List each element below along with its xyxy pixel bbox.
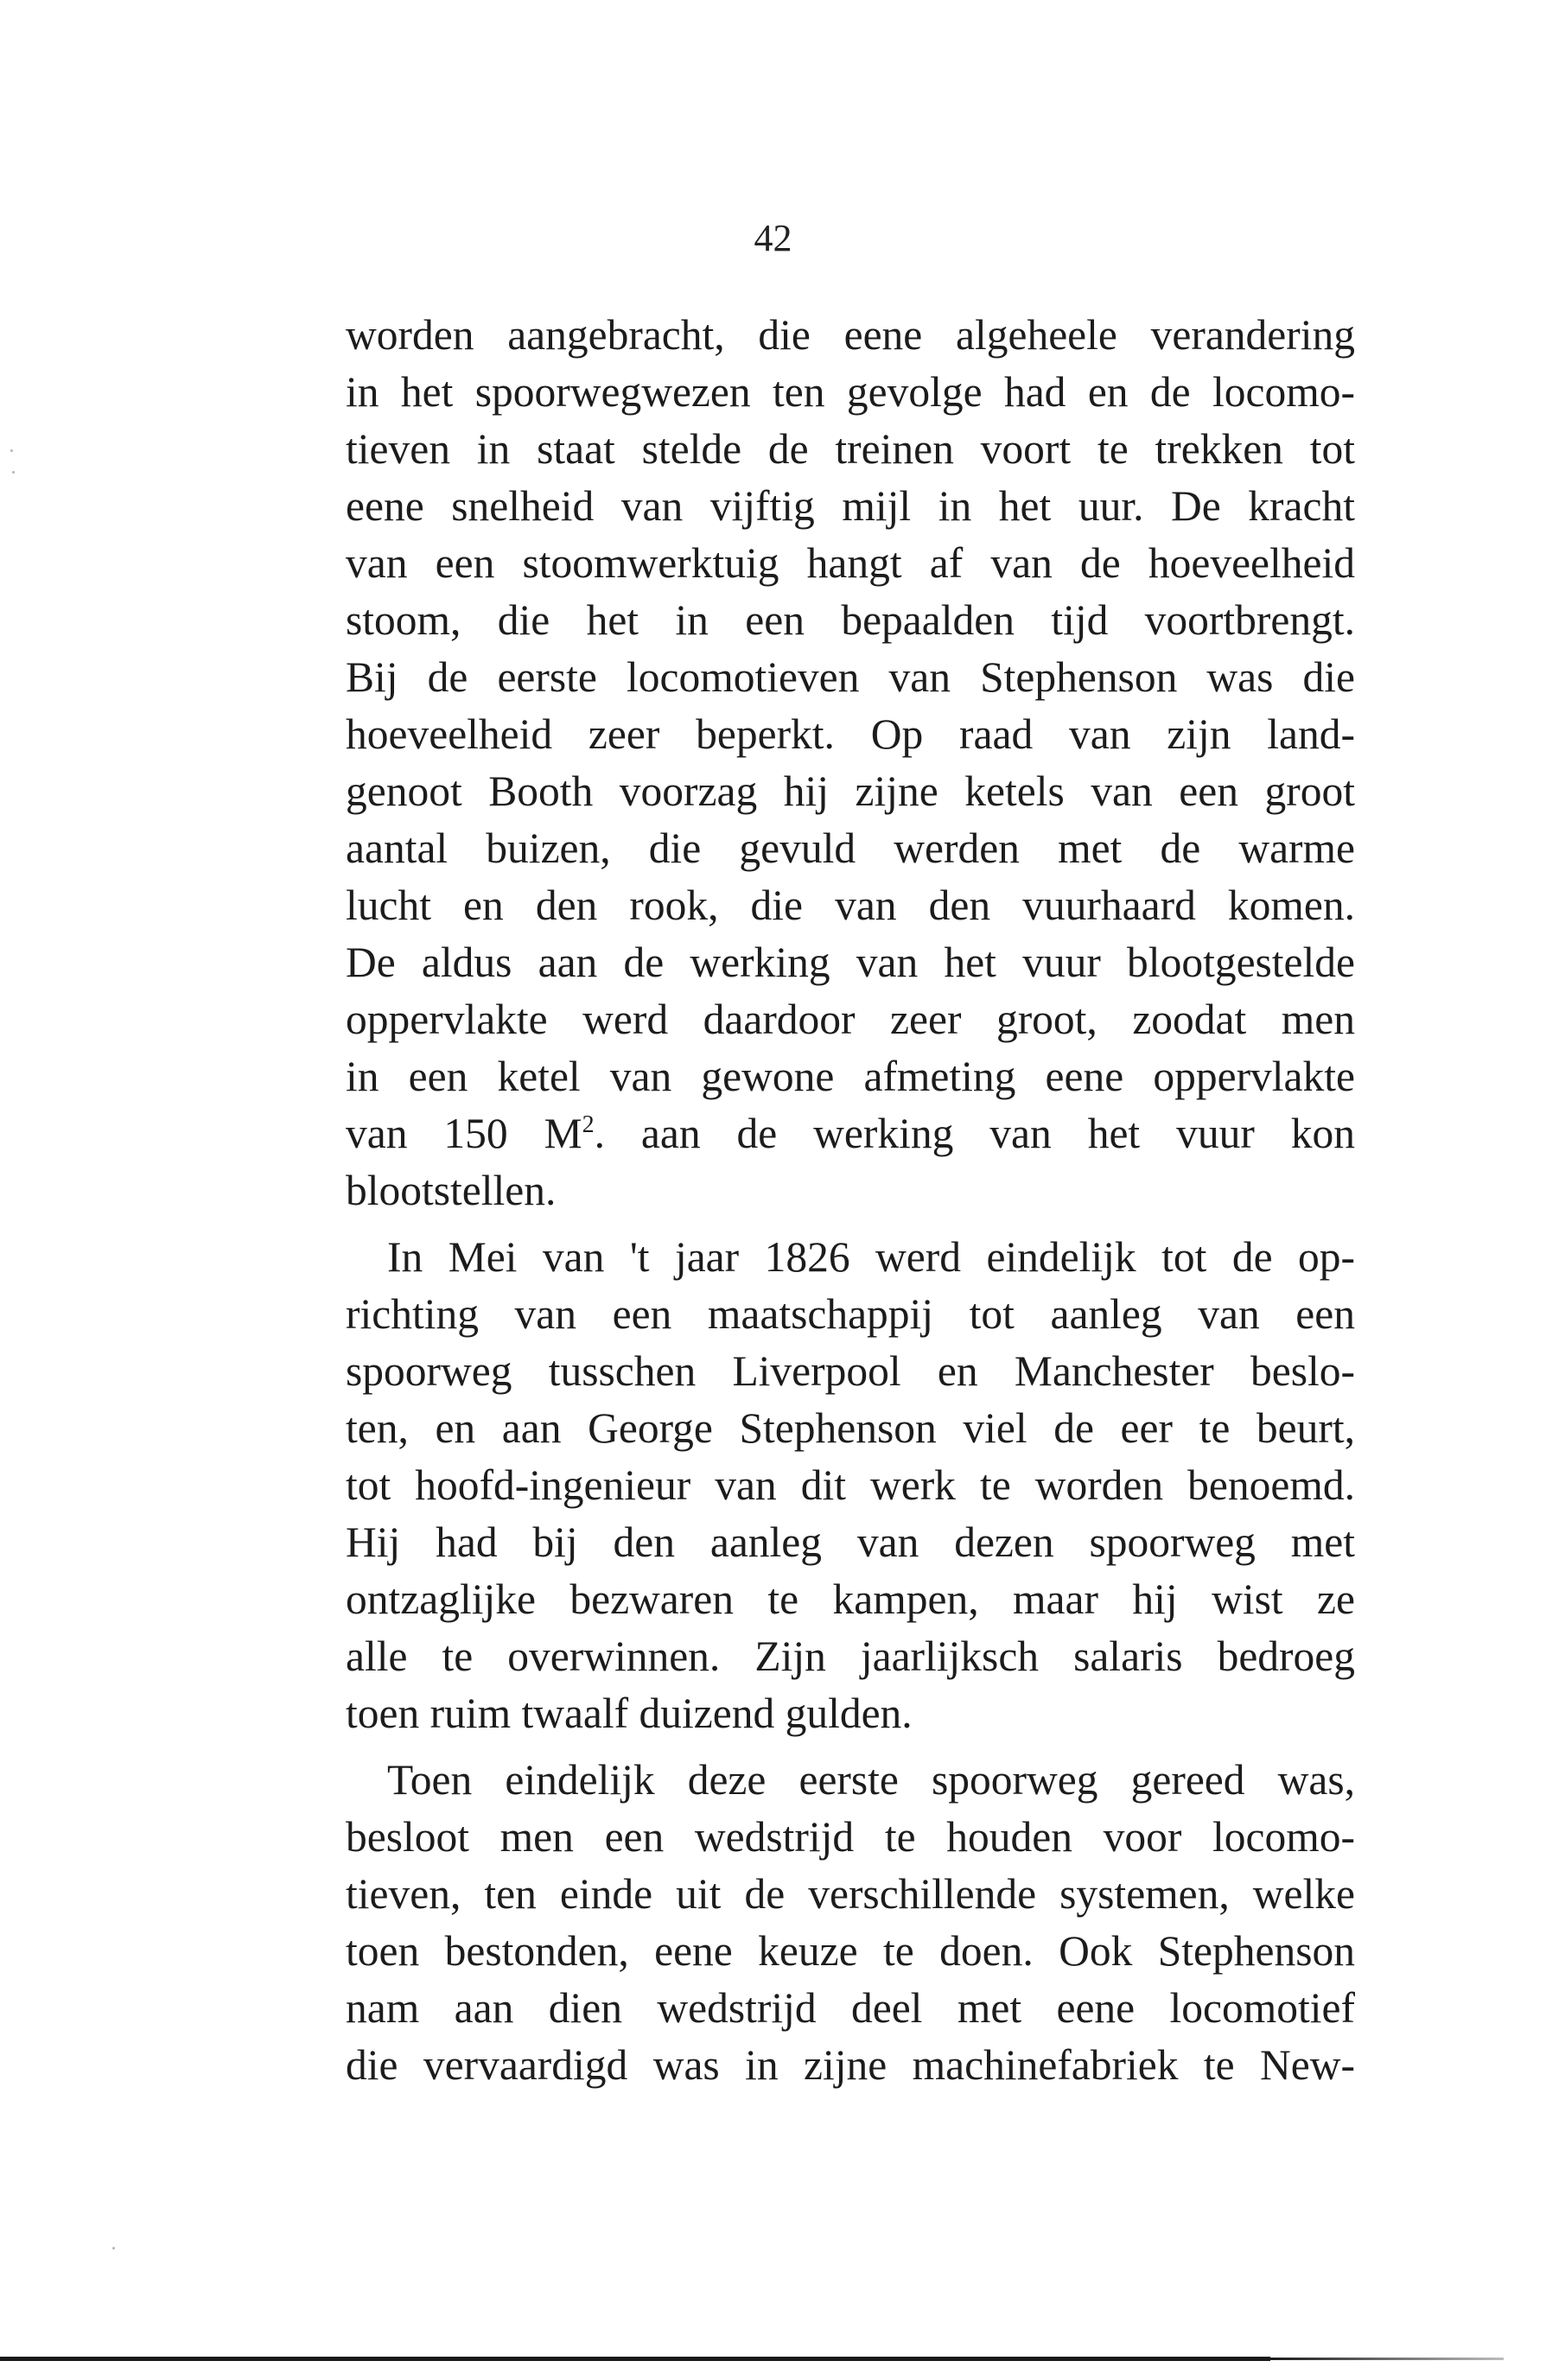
scan-edge-rule [0,2357,1270,2361]
text-line: besloot men een wedstrijd te houden voor locomo- [346,1813,1355,1861]
text-line-last: blootstellen. [346,1167,557,1214]
text-line: lucht en den rook, die van den vuurhaard komen. [346,881,1355,929]
text-line: spoorweg tusschen Liverpool en Manchester beslo- [346,1347,1355,1395]
text-line: tieven in staat stelde de treinen voort te trekken tot [346,425,1355,473]
text-line: De aldus aan de werking van het vuur blootgestelde [346,939,1355,986]
text-line: Bij de eerste locomotieven van Stephenson was die [346,653,1355,701]
scan-speck [12,471,15,474]
page-number: 42 [754,217,792,259]
text-line: aantal buizen, die gevuld werden met de warme [346,824,1355,872]
scan-speck [112,2247,115,2250]
scan-speck [10,449,13,452]
text-line-indented: Toen eindelijk deze eerste spoorweg gereed was, [387,1756,1355,1804]
m2-superscript: 2 [582,1111,595,1138]
text-line: alle te overwinnen. Zijn jaarlijksch salaris bedroeg [346,1632,1355,1680]
text-line: in een ketel van gewone afmeting eene oppervlakte [346,1053,1355,1100]
text-line: ten, en aan George Stephenson viel de eer te beurt, [346,1404,1355,1452]
scan-edge-rule-fade [1270,2358,1504,2360]
text-line: toen bestonden, eene keuze te doen. Ook Stephenson [346,1927,1355,1975]
text-line: Hij had bij den aanleg van dezen spoorweg met [346,1518,1355,1566]
text-line: richting van een maatschappij tot aanleg van een [346,1290,1355,1338]
text-line: hoeveelheid zeer beperkt. Op raad van zijn land- [346,710,1355,758]
text-line: in het spoorwegwezen ten gevolge had en de locomo- [346,368,1355,416]
text-line: die vervaardigd was in zijne machinefabriek te New- [346,2041,1355,2089]
text-line: eene snelheid van vijftig mijl in het uur. De kracht [346,482,1355,530]
text-line: oppervlakte werd daardoor zeer groot, zoodat men [346,996,1355,1043]
m2-before: van 150 M [346,1110,582,1157]
text-line-m2 [346,1105,1355,1162]
text-line-indented: In Mei van 't jaar 1826 werd eindelijk tot de op- [387,1233,1355,1281]
text-line-last: toen ruim twaalf duizend gulden. [346,1690,913,1737]
text-line: worden aangebracht, die eene algeheele verandering [346,311,1355,359]
text-line: nam aan dien wedstrijd deel met eene locomotief [346,1984,1355,2032]
text-line: van een stoomwerktuig hangt af van de hoeveelheid [346,539,1355,587]
text-line: ontzaglijke bezwaren te kampen, maar hij wist ze [346,1575,1355,1623]
text-line: genoot Booth voorzag hij zijne ketels van een groot [346,767,1355,815]
text-line: tot hoofd-ingenieur van dit werk te worden benoemd. [346,1461,1355,1509]
text-line: tieven, ten einde uit de verschillende systemen, welke [346,1870,1355,1918]
m2-after: . aan de werking van het vuur kon [594,1110,1355,1157]
text-line: stoom, die het in een bepaalden tijd voortbrengt. [346,596,1355,644]
